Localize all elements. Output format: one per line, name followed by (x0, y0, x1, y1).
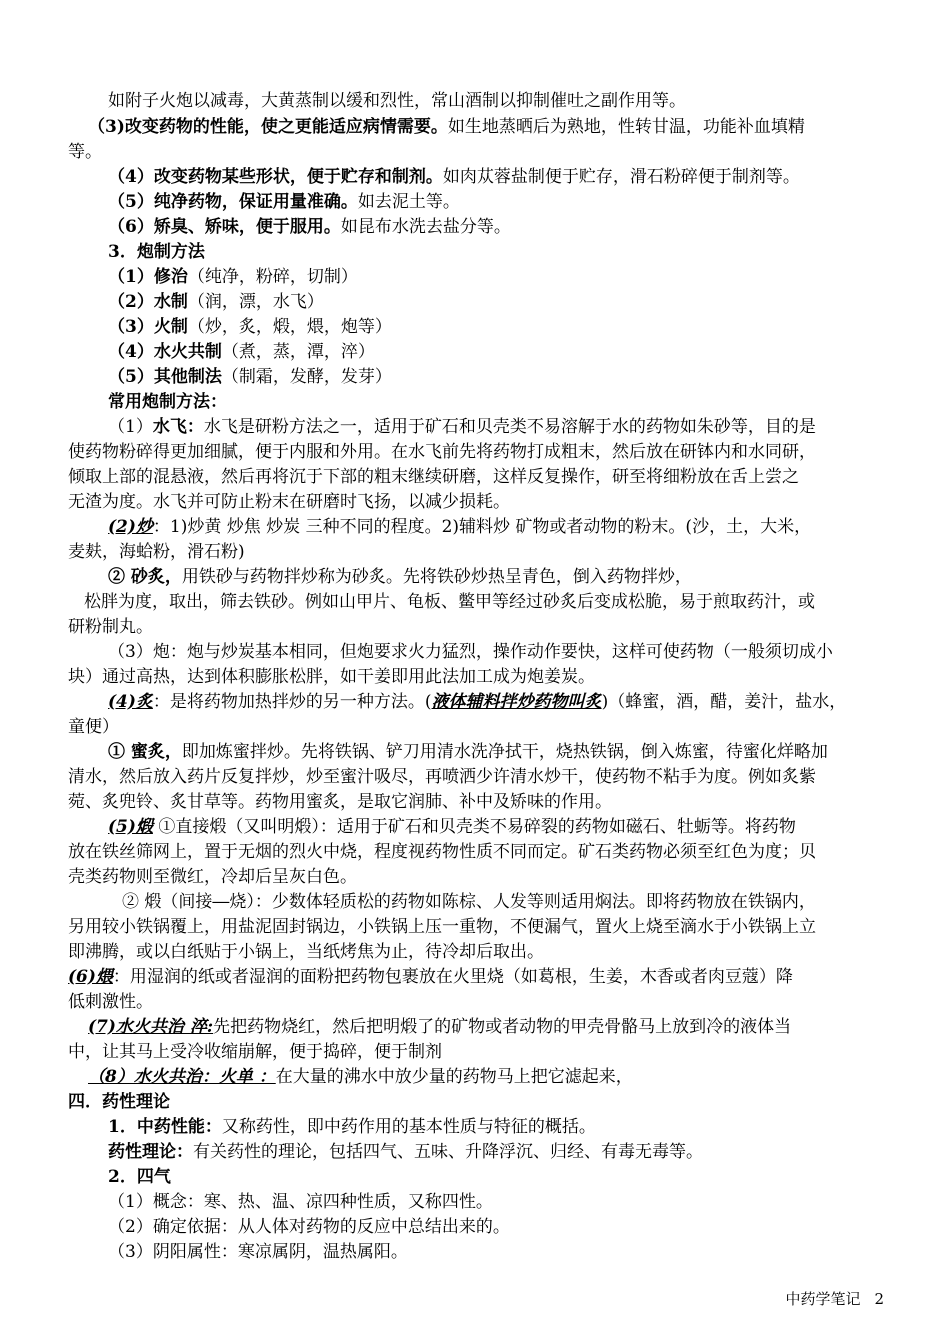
text-line: ② 砂炙，用铁砂与药物拌炒称为砂炙。先将铁砂炒热呈青色，倒入药物拌炒， (108, 567, 692, 587)
text-line: 使药物粉碎得更加细腻，便于内服和外用。在水飞前先将药物打成粗末，然后放在研钵内和水同研， (68, 442, 816, 462)
text-line: 研粉制丸。 (68, 617, 153, 637)
text-line: (7)水火共治 淬:先把药物烧红，然后把明煅了的矿物或者动物的甲壳骨骼马上放到冷的液体当 (88, 1017, 792, 1037)
text-line: 童便） (68, 717, 119, 737)
text-line: 松胖为度，取出，筛去铁砂。例如山甲片、龟板、鳖甲等经过砂炙后变成松脆，易于煎取药汁，或 (84, 592, 815, 612)
footer-title: 中药学笔记 (785, 1290, 861, 1308)
text-line: 低刺激性。 (68, 992, 153, 1012)
text-line: 无渣为度。水飞并可防止粉末在研磨时飞扬，以减少损耗。 (68, 492, 510, 512)
text-line: 菀、炙兜铃、炙甘草等。药物用蜜炙，是取它润肺、补中及矫味的作用。 (68, 792, 612, 812)
text-line: 等。 (68, 142, 102, 162)
page-number: 2 (874, 1290, 884, 1308)
text-line: （2）确定依据：从人体对药物的反应中总结出来的。 (108, 1217, 510, 1237)
text-line: （8）水火共治：火单 ：在大量的沸水中放少量的药物马上把它滤起来， (88, 1067, 633, 1087)
section-heading: 常用炮制方法： (108, 392, 227, 412)
text-line: （5）其他制法（制霜，发酵，发芽） (108, 367, 392, 387)
text-line: （5）纯净药物，保证用量准确。如去泥土等。 (108, 192, 460, 212)
text-line: (5)煅 ①直接煅（又叫明煅）：适用于矿石和贝壳类不易碎裂的药物如磁石、牡蛎等。将药物 (108, 817, 796, 837)
text-line: (6)煨：用湿润的纸或者湿润的面粉把药物包裹放在火里烧（如葛根，生姜，木香或者肉豆蔻）降 (68, 967, 793, 987)
text-line: 中，让其马上受冷收缩崩解，便于捣碎，便于制剂 (68, 1042, 442, 1062)
text-line: （3)改变药物的性能，使之更能适应病情需要。如生地蒸晒后为熟地，性转甘温，功能补血填精 (88, 117, 805, 137)
text-line: （2）水制（润，漂，水飞） (108, 292, 324, 312)
text-line: 块）通过高热，达到体积膨胀松胖，如干姜即用此法加工成为炮姜炭。 (68, 667, 595, 687)
text-line: （4）改变药物某些形状，便于贮存和制剂。如肉苁蓉盐制便于贮存，滑石粉碎便于制剂等。 (108, 167, 800, 187)
text-line: 清水，然后放入药片反复拌炒，炒至蜜汁吸尽，再喷洒少许清水炒干，使药物不粘手为度。例如炙紫 (68, 767, 816, 787)
text-line: 麦麸，海蛤粉，滑石粉) (68, 542, 245, 562)
text-line: （1）修治（纯净，粉碎，切制） (108, 267, 358, 287)
text-line: ① 蜜炙，即加炼蜜拌炒。先将铁锅、铲刀用清水洗净拭干，烧热铁锅，倒入炼蜜，待蜜化烊略加 (108, 742, 828, 762)
text-line: 1．中药性能：又称药性，即中药作用的基本性质与特征的概括。 (108, 1117, 596, 1137)
page-footer (785, 1289, 884, 1309)
text-line: 如附子火炮以减毒，大黄蒸制以缓和烈性，常山酒制以抑制催吐之副作用等。 (108, 91, 686, 111)
text-line: (2)炒：1)炒黄 炒焦 炒炭 三种不同的程度。2)辅料炒 矿物或者动物的粉末。(沙，土，大米， (108, 517, 812, 537)
text-line: 壳类药物则至微红，冷却后呈灰白色。 (68, 867, 357, 887)
text-line: （3）炮：炮与炒炭基本相同，但炮要求火力猛烈，操作动作要快，这样可使药物（一般须切成小 (108, 642, 833, 662)
section-heading: 四．药性理论 (68, 1092, 170, 1112)
text-line: (4)炙：是将药物加热拌炒的另一种方法。(液体辅料拌炒药物叫炙)（蜂蜜，酒，醋，姜汁，盐水， (108, 692, 847, 712)
text-line: ② 煅（间接―烧）：少数体轻质松的药物如陈棕、人发等则适用焖法。即将药物放在铁锅内， (122, 892, 816, 912)
text-line: 药性理论：有关药性的理论，包括四气、五味、升降浮沉、归经、有毒无毒等。 (108, 1142, 703, 1162)
text-line: （3）阴阳属性：寒凉属阴，温热属阳。 (108, 1242, 408, 1262)
text-line: （3）火制（炒，炙，煅，煨，炮等） (108, 317, 392, 337)
text-line: 倾取上部的混悬液，然后再将沉于下部的粗末继续研磨，这样反复操作，研至将细粉放在舌上尝之 (68, 467, 799, 487)
text-line: （1）水飞：水飞是研粉方法之一，适用于矿石和贝壳类不易溶解于水的药物如朱砂等，目的是 (108, 417, 816, 437)
text-line: 放在铁丝筛网上，置于无烟的烈火中烧，程度视药物性质不同而定。矿石类药物必须至红色为度；贝 (68, 842, 816, 862)
text-line: （6）矫臭、矫味，便于服用。如昆布水洗去盐分等。 (108, 217, 511, 237)
section-heading: 3．炮制方法 (108, 242, 205, 262)
section-heading: 2．四气 (108, 1167, 171, 1187)
text-line: （1）概念：寒、热、温、凉四种性质，又称四性。 (108, 1192, 493, 1212)
text-line: 另用较小铁锅覆上，用盐泥固封锅边，小铁锅上压一重物，不便漏气，置火上烧至滴水于小铁锅上立 (68, 917, 816, 937)
text-line: （4）水火共制（煮，蒸，潭，淬） (108, 342, 375, 362)
text-line: 即沸腾，或以白纸贴于小锅上，当纸烤焦为止，待冷却后取出。 (68, 942, 544, 962)
